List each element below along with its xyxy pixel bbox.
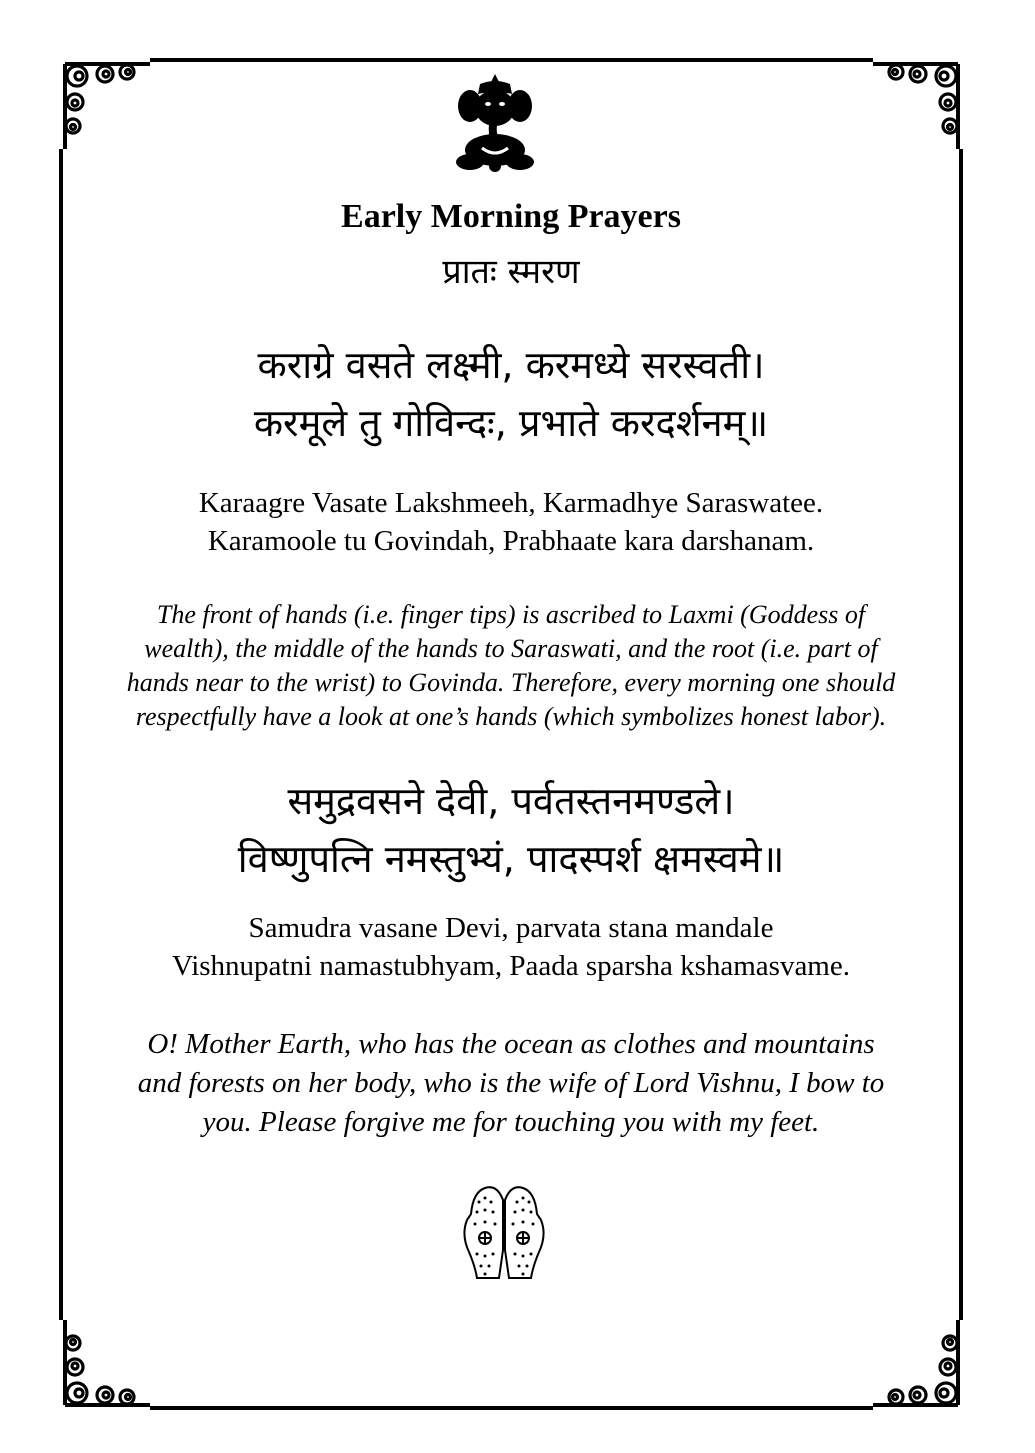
verse-line: समुद्रवसने देवी, पर्वतस्तनमण्डले। <box>287 779 735 823</box>
ganesha-icon <box>450 70 540 174</box>
verse-line: करमूले तु गोविन्दः, प्रभाते करदर्शनम्॥ <box>253 401 769 445</box>
prayer2-devanagari <box>63 772 959 888</box>
prayer1-meaning <box>66 598 956 734</box>
meaning-line: wealth), the middle of the hands to Saraswati, and the root (i.e. part of <box>144 634 878 663</box>
meaning-line: The front of hands (i.e. finger tips) is ascribed to Laxmi (Goddess of <box>156 600 866 629</box>
transliteration-line: Samudra vasane Devi, parvata stana mandale <box>248 912 774 944</box>
meaning-line: respectfully have a look at one’s hands (which symbolizes honest labor). <box>135 702 887 731</box>
transliteration-line: Karamoole tu Govindah, Prabhaate kara darshanam. <box>207 525 815 557</box>
spiral-corner-ornament-icon <box>55 54 150 149</box>
meaning-line: you. Please forgive me for touching you with my feet. <box>202 1106 820 1138</box>
meaning-line: O! Mother Earth, who has the ocean as clothes and mountains <box>147 1028 875 1060</box>
henna-hands-icon <box>455 1180 553 1280</box>
prayer1-transliteration <box>63 484 959 560</box>
transliteration-line: Karaagre Vasate Lakshmeeh, Karmadhye Saraswatee. <box>198 487 824 519</box>
meaning-line: hands near to the wrist) to Govinda. Therefore, every morning one should <box>126 668 896 697</box>
prayer1-devanagari <box>63 336 959 452</box>
spiral-corner-ornament-icon <box>873 1320 968 1415</box>
verse-line: विष्णुपत्नि नमस्तुभ्यं, पादस्पर्श क्षमस्वमे॥ <box>237 837 785 881</box>
prayer2-meaning <box>66 1025 956 1142</box>
spiral-corner-ornament-icon <box>873 54 968 149</box>
page-title-devanagari: प्रातः स्मरण <box>442 252 580 292</box>
transliteration-line: Vishnupatni namastubhyam, Paada sparsha kshamasvame. <box>172 950 850 982</box>
meaning-line: and forests on her body, who is the wife of Lord Vishnu, I bow to <box>137 1067 885 1099</box>
prayer2-transliteration <box>63 909 959 985</box>
spiral-corner-ornament-icon <box>55 1320 150 1415</box>
verse-line: कराग्रे वसते लक्ष्मी, करमध्ये सरस्वती। <box>257 343 765 387</box>
page-title: Early Morning Prayers <box>341 198 681 235</box>
